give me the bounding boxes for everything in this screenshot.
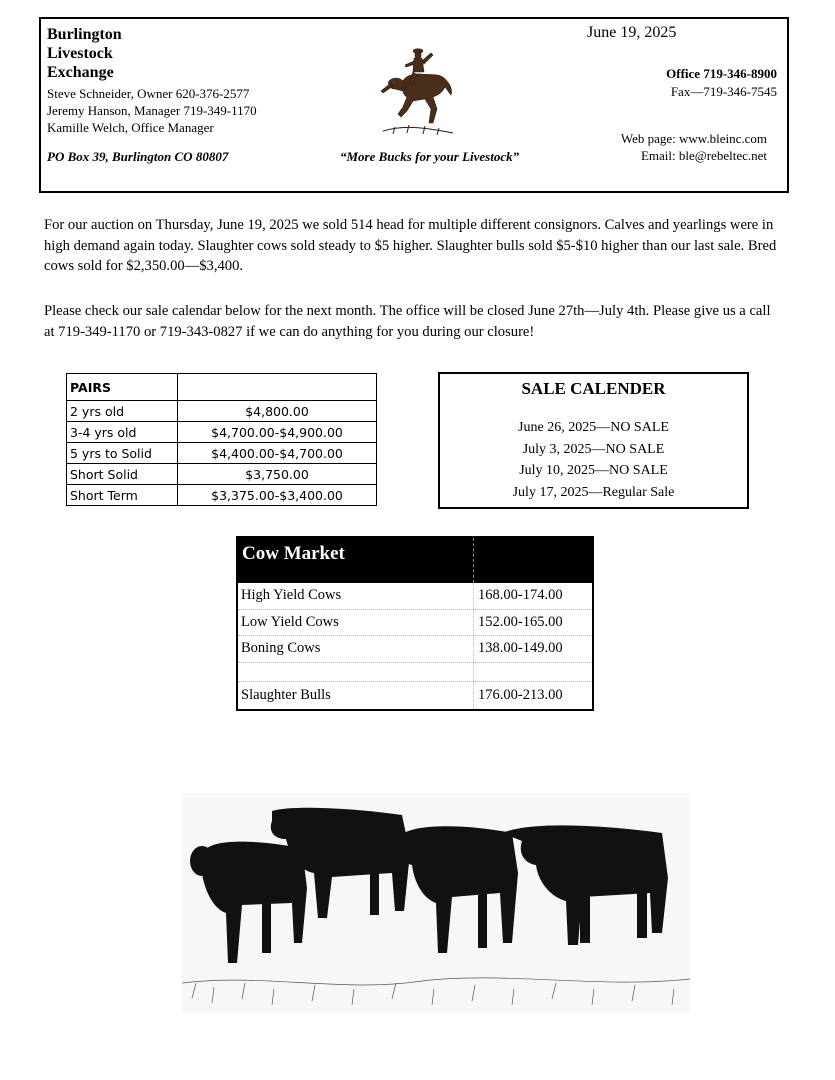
- pairs-row-price: $4,400.00-$4,700.00: [178, 443, 377, 464]
- cow-market-label: Boning Cows: [238, 636, 474, 662]
- pairs-price-table: [66, 373, 377, 506]
- list-item: July 3, 2025—NO SALE: [522, 441, 665, 457]
- table-row: [238, 583, 592, 609]
- cow-market-label: Slaughter Bulls: [238, 682, 474, 709]
- table-row: [67, 485, 377, 506]
- company-name-line-3: Exchange: [47, 64, 114, 81]
- pairs-row-label: Short Term: [67, 485, 178, 506]
- staff-manager: Jeremy Hanson, Manager 719-349-1170: [47, 103, 257, 118]
- company-name-line-1: Burlington: [47, 26, 122, 43]
- staff-office-manager: Kamille Welch, Office Manager: [47, 120, 214, 135]
- pairs-title: PAIRS: [67, 374, 178, 401]
- sale-calendar: [438, 372, 749, 509]
- sale-date: June 19, 2025: [587, 24, 677, 41]
- pairs-row-label: Short Solid: [67, 464, 178, 485]
- cow-market-price: 176.00-213.00: [478, 686, 563, 703]
- table-row: [238, 681, 592, 709]
- pairs-row-price: $3,750.00: [178, 464, 377, 485]
- cow-market-label: High Yield Cows: [238, 583, 474, 609]
- pairs-row-label: 3-4 yrs old: [67, 422, 178, 443]
- slogan: “More Bucks for your Livestock”: [340, 149, 520, 164]
- sale-calendar-list: [440, 417, 747, 503]
- company-name: [47, 25, 122, 82]
- pairs-row-label: 2 yrs old: [67, 401, 178, 422]
- office-phone: Office 719-346-8900: [666, 66, 777, 81]
- pairs-row-label: 5 yrs to Solid: [67, 443, 178, 464]
- bronco-rider-icon: [373, 39, 463, 139]
- pairs-row-price: $3,375.00-$3,400.00: [178, 485, 377, 506]
- sale-summary-paragraph: For our auction on Thursday, June 19, 2025 we sold 514 head for multiple different consignors. Calves and yearlings were in high demand again today. Slaughter cows sold steady to $5 higher. Slaughter bulls sold $5-$10 higher than our last sale. Bred cows sold for $2,350.00—$3,400.: [44, 217, 777, 274]
- web-page: Web page: www.bleinc.com: [620, 131, 767, 146]
- mailing-address: PO Box 39, Burlington CO 80807: [47, 149, 229, 164]
- table-spacer-row: [238, 662, 592, 681]
- cow-market-price: 168.00-174.00: [478, 587, 563, 604]
- cow-market-header: [238, 538, 592, 583]
- cow-market-table: [236, 536, 594, 711]
- cow-market-price: 138.00-149.00: [478, 640, 563, 657]
- list-item: July 10, 2025—NO SALE: [519, 463, 668, 478]
- email-address: Email: ble@rebeltec.net: [640, 148, 767, 163]
- table-row: [67, 443, 377, 464]
- list-item: June 26, 2025—NO SALE: [518, 420, 669, 435]
- staff-list: [47, 85, 257, 136]
- table-row: [67, 422, 377, 443]
- cattle-herd-illustration: [182, 793, 690, 1013]
- closure-notice-paragraph: Please check our sale calendar below for the next month. The office will be closed June 27th—July 4th. Please give us a call at 719-349-1170 or 719-343-0827 if we can do anything for you during our closure!: [44, 303, 771, 340]
- cow-market-title: Cow Market: [238, 538, 474, 583]
- table-row: [238, 635, 592, 662]
- staff-owner: Steve Schneider, Owner 620-376-2577: [47, 86, 250, 101]
- sale-calendar-title: SALE CALENDER: [521, 379, 666, 398]
- company-name-line-2: Livestock: [47, 45, 113, 62]
- table-row: [67, 464, 377, 485]
- pairs-header-row: [67, 374, 377, 401]
- list-item: July 17, 2025—Regular Sale: [512, 484, 675, 500]
- table-row: [238, 609, 592, 636]
- pairs-header-blank: [178, 374, 377, 401]
- letterhead: [39, 17, 789, 193]
- pairs-row-price: $4,700.00-$4,900.00: [178, 422, 377, 443]
- spacer-cell: [238, 663, 474, 681]
- pairs-row-price: $4,800.00: [178, 401, 377, 422]
- fax-number: Fax—719-346-7545: [670, 84, 777, 99]
- cow-market-price: 152.00-165.00: [478, 613, 563, 630]
- table-row: [67, 401, 377, 422]
- cow-market-label: Low Yield Cows: [238, 610, 474, 636]
